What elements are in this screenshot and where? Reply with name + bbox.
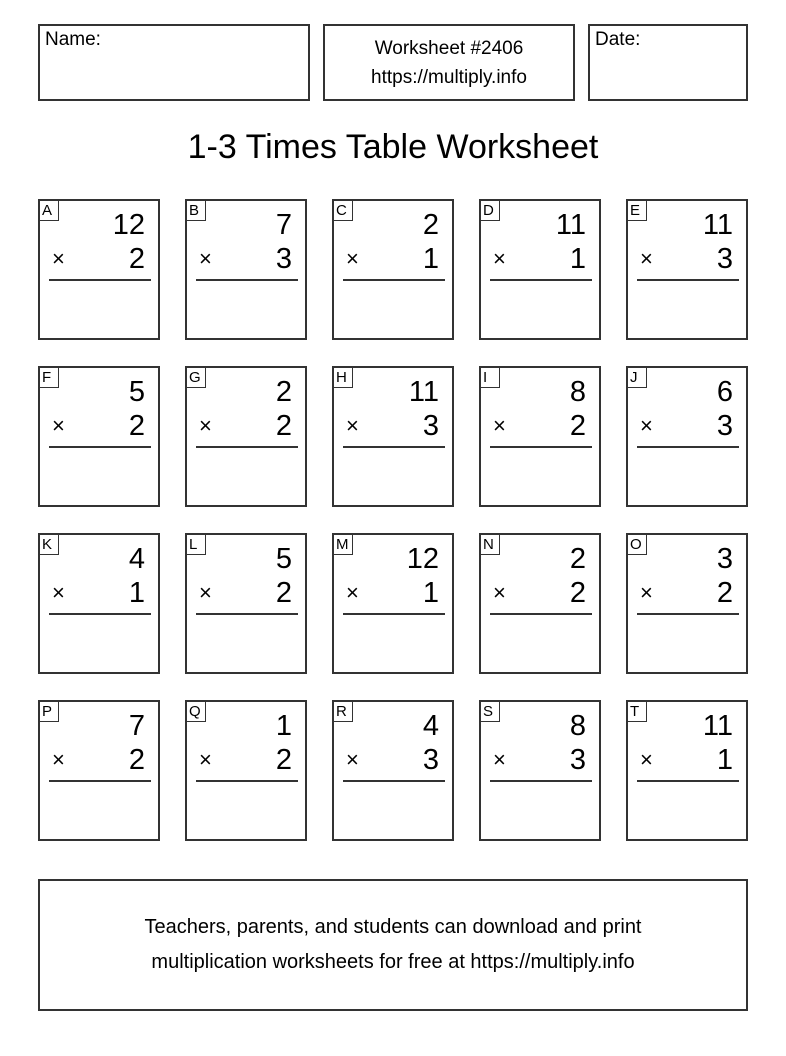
times-sign: × — [346, 747, 359, 772]
answer-line — [49, 780, 151, 782]
answer-line — [637, 446, 739, 448]
problem-letter: G — [186, 367, 206, 388]
times-sign: × — [52, 413, 65, 438]
times-sign: × — [52, 580, 65, 605]
problem-letter: N — [480, 534, 500, 555]
answer-line — [196, 446, 298, 448]
multiplier: 2 — [275, 744, 292, 776]
times-sign: × — [493, 246, 506, 271]
problem-card[interactable] — [38, 199, 160, 340]
problem-letter: H — [333, 367, 353, 388]
multiplier: 2 — [128, 243, 145, 275]
multiplicand: 6 — [716, 376, 733, 408]
multiplicand: 11 — [555, 209, 586, 241]
multiplier: 3 — [569, 744, 586, 776]
answer-line — [196, 279, 298, 281]
multiplier: 3 — [422, 744, 439, 776]
multiplier: 1 — [716, 744, 733, 776]
problem-card[interactable] — [332, 533, 454, 674]
times-sign: × — [199, 747, 212, 772]
problem-card[interactable] — [38, 533, 160, 674]
problem-letter: K — [39, 534, 59, 555]
name-label: Name: — [45, 29, 101, 50]
multiplier: 1 — [128, 577, 145, 609]
problem-letter: A — [39, 200, 59, 221]
answer-line — [343, 613, 445, 615]
answer-line — [490, 446, 592, 448]
times-sign: × — [493, 580, 506, 605]
multiplicand: 2 — [569, 543, 586, 575]
times-sign: × — [640, 413, 653, 438]
multiplier: 2 — [569, 410, 586, 442]
answer-line — [343, 446, 445, 448]
answer-line — [637, 780, 739, 782]
footer-line-2: multiplication worksheets for free at https://multiply.info — [151, 951, 635, 973]
problem-card[interactable] — [332, 700, 454, 841]
problem-letter: J — [627, 367, 647, 388]
multiplier: 3 — [716, 410, 733, 442]
times-sign: × — [640, 246, 653, 271]
problem-card[interactable] — [626, 199, 748, 340]
answer-line — [49, 446, 151, 448]
problem-card[interactable] — [185, 533, 307, 674]
answer-line — [196, 780, 298, 782]
date-box[interactable] — [588, 24, 748, 101]
multiplier: 2 — [275, 410, 292, 442]
answer-line — [196, 613, 298, 615]
problem-card[interactable] — [38, 366, 160, 507]
answer-line — [490, 279, 592, 281]
answer-line — [49, 279, 151, 281]
times-sign: × — [493, 747, 506, 772]
problem-card[interactable] — [626, 366, 748, 507]
problem-letter: B — [186, 200, 206, 221]
multiplier: 3 — [275, 243, 292, 275]
name-box[interactable] — [38, 24, 310, 101]
multiplicand: 11 — [702, 710, 733, 742]
times-sign: × — [346, 246, 359, 271]
multiplicand: 7 — [275, 209, 292, 241]
answer-line — [490, 613, 592, 615]
worksheet-website: https://multiply.info — [371, 66, 527, 88]
multiplicand: 8 — [569, 376, 586, 408]
multiplicand: 8 — [569, 710, 586, 742]
answer-line — [49, 613, 151, 615]
multiplier: 2 — [128, 744, 145, 776]
problem-card[interactable] — [332, 366, 454, 507]
problem-letter: M — [333, 534, 353, 555]
multiplicand: 12 — [406, 543, 439, 575]
problem-card[interactable] — [479, 366, 601, 507]
multiplier: 1 — [422, 577, 439, 609]
answer-line — [343, 279, 445, 281]
answer-line — [490, 780, 592, 782]
problem-card[interactable] — [479, 700, 601, 841]
answer-line — [637, 613, 739, 615]
multiplier: 2 — [128, 410, 145, 442]
problem-card[interactable] — [185, 700, 307, 841]
times-sign: × — [493, 413, 506, 438]
multiplicand: 11 — [702, 209, 733, 241]
problem-letter: E — [627, 200, 647, 221]
problem-letter: D — [480, 200, 500, 221]
multiplier: 3 — [716, 243, 733, 275]
multiplicand: 12 — [112, 209, 145, 241]
problem-card[interactable] — [38, 700, 160, 841]
problem-letter: R — [333, 701, 353, 722]
problem-card[interactable] — [185, 366, 307, 507]
problem-letter: T — [627, 701, 647, 722]
problem-letter: S — [480, 701, 500, 722]
problem-letter: O — [627, 534, 647, 555]
problem-card[interactable] — [479, 533, 601, 674]
worksheet-info-box — [323, 24, 575, 101]
multiplicand: 4 — [422, 710, 439, 742]
times-sign: × — [640, 747, 653, 772]
multiplicand: 7 — [128, 710, 145, 742]
multiplicand: 4 — [128, 543, 145, 575]
problem-letter: P — [39, 701, 59, 722]
multiplicand: 2 — [275, 376, 292, 408]
times-sign: × — [640, 580, 653, 605]
multiplicand: 11 — [408, 376, 439, 408]
multiplicand: 5 — [128, 376, 145, 408]
problem-card[interactable] — [479, 199, 601, 340]
multiplier: 2 — [716, 577, 733, 609]
footer-line-1: Teachers, parents, and students can download and print — [144, 916, 642, 938]
footer-box — [38, 879, 748, 1011]
times-sign: × — [199, 580, 212, 605]
answer-line — [343, 780, 445, 782]
multiplicand: 1 — [275, 710, 292, 742]
times-sign: × — [199, 246, 212, 271]
multiplicand: 2 — [422, 209, 439, 241]
problem-letter: I — [480, 367, 500, 388]
times-sign: × — [52, 246, 65, 271]
problem-card[interactable] — [626, 533, 748, 674]
multiplicand: 3 — [716, 543, 733, 575]
times-sign: × — [346, 413, 359, 438]
times-sign: × — [346, 580, 359, 605]
problem-letter: Q — [186, 701, 206, 722]
date-label: Date: — [595, 29, 641, 50]
multiplicand: 5 — [275, 543, 292, 575]
times-sign: × — [199, 413, 212, 438]
answer-line — [637, 279, 739, 281]
problem-letter: F — [39, 367, 59, 388]
problem-card[interactable] — [332, 199, 454, 340]
problem-letter: C — [333, 200, 353, 221]
multiplier: 1 — [422, 243, 439, 275]
problem-card[interactable] — [626, 700, 748, 841]
problem-letter: L — [186, 534, 206, 555]
multiplier: 2 — [569, 577, 586, 609]
multiplier: 3 — [422, 410, 439, 442]
multiplier: 2 — [275, 577, 292, 609]
times-sign: × — [52, 747, 65, 772]
page-title: 1-3 Times Table Worksheet — [187, 128, 599, 166]
problem-card[interactable] — [185, 199, 307, 340]
multiplier: 1 — [569, 243, 586, 275]
worksheet-number: Worksheet #2406 — [374, 37, 524, 59]
